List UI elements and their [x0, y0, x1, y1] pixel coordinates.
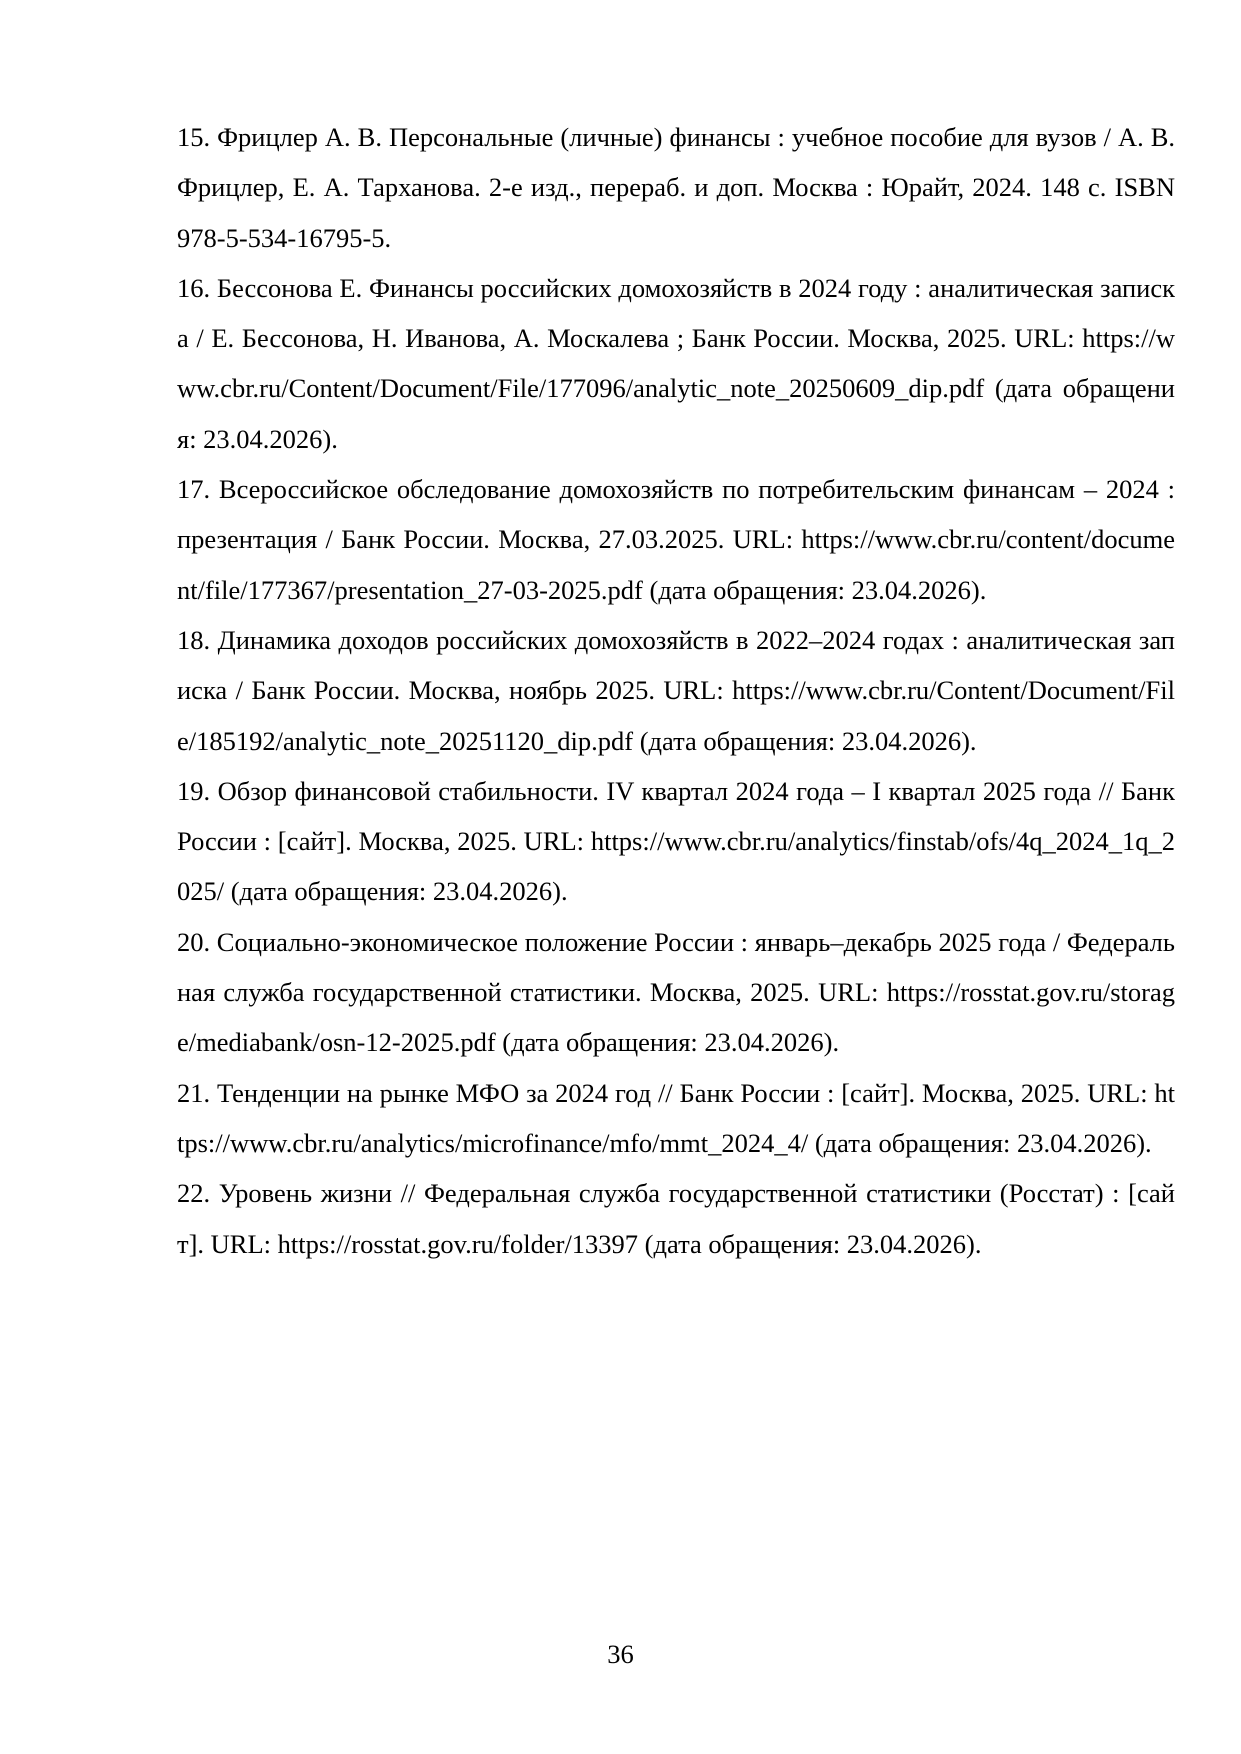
- reference-item: 16. Бессонова Е. Финансы российских домохозяйств в 2024 году : аналитическая записка / Е. Бессонова, Н. Иванова, А. Москалева ; Банк России. Москва, 2025. URL: https://www.cbr.ru/Content/Document/File/177096/analytic_note_20250609_dip.pdf (дата обращения: 23.04.2026).: [177, 272, 1175, 454]
- page-number: 36: [607, 1639, 634, 1669]
- reference-item: 21. Тенденции на рынке МФО за 2024 год // Банк России : [сайт]. Москва, 2025. URL: https://www.cbr.ru/analytics/microfinance/mfo/mmt_2024_4/ (дата обращения: 23.04.2026).: [177, 1077, 1175, 1158]
- reference-item: 18. Динамика доходов российских домохозяйств в 2022–2024 годах : аналитическая записка / Банк России. Москва, ноябрь 2025. URL: https://www.cbr.ru/Content/Document/File/185192/analytic_note_20251120_dip.pdf (дата обращения: 23.04.2026).: [177, 624, 1175, 756]
- reference-list: [177, 112, 1175, 1269]
- reference-item: 17. Всероссийское обследование домохозяйств по потребительским финансам – 2024 : презентация / Банк России. Москва, 27.03.2025. URL: https://www.cbr.ru/content/document/file/177367/presentation_27-03-2025.pdf (дата обращения: 23.04.2026).: [177, 474, 1175, 605]
- reference-item: 19. Обзор финансовой стабильности. IV квартал 2024 года – I квартал 2025 года // Банк России : [сайт]. Москва, 2025. URL: https://www.cbr.ru/analytics/finstab/ofs/4q_2024_1q_2025/ (дата обращения: 23.04.2026).: [177, 775, 1175, 907]
- reference-item: 22. Уровень жизни // Федеральная служба государственной статистики (Росстат) : [сайт]. URL: https://rosstat.gov.ru/folder/13397 (дата обращения: 23.04.2026).: [177, 1178, 1175, 1259]
- reference-item: 20. Социально-экономическое положение России : январь–декабрь 2025 года / Федеральная служба государственной статистики. Москва, 2025. URL: https://rosstat.gov.ru/storage/mediabank/osn-12-2025.pdf (дата обращения: 23.04.2026).: [177, 926, 1175, 1058]
- reference-item: 15. Фрицлер А. В. Персональные (личные) финансы : учебное пособие для вузов / А. В. Фрицлер, Е. А. Тарханова. 2-е изд., перераб. и доп. Москва : Юрайт, 2024. 148 с. ISBN 978-5-534-16795-5.: [177, 122, 1175, 253]
